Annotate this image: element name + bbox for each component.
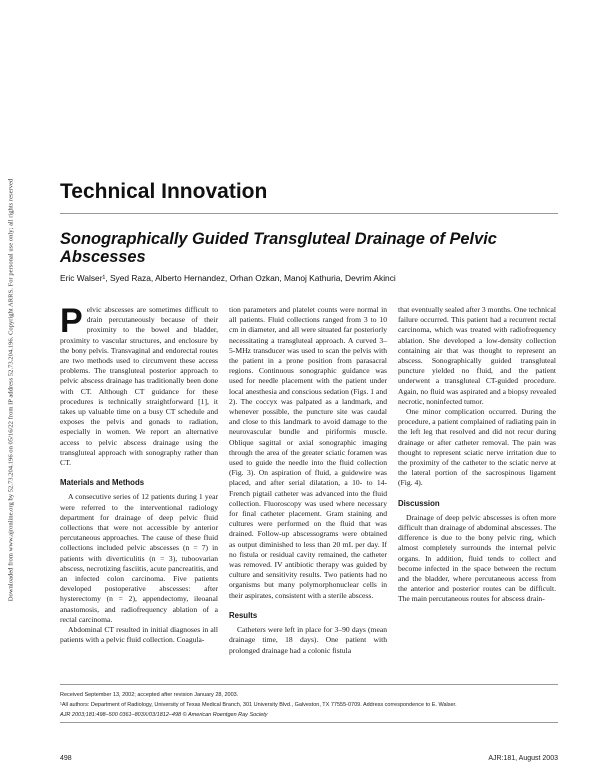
received-date: Received September 13, 2002; accepted after revision January 28, 2003. [60, 692, 239, 698]
results-continued-paragraph: that eventually sealed after 3 months. One technical failure occurred. This patient had a recurrent rectal carcinoma, which was treated with radiofrequency ablation. She developed a low-density collection containing air that was thought to represent an abscess. Sonographically guided transgluteal puncture yielded no fluid, and the patient underwent a transgluteal CT-guided procedure. Again, no fluid was aspirated and a biopsy revealed necrotic, noninfected tumor. [398, 305, 556, 406]
intro-paragraph: elvic abscesses are sometimes difficult to drain percutaneously because of their proximity to the bowel and bladder, proximity to vascular structures, and enclosure by the bony pelvis. Transvaginal and endorectal routes are two methods used to circumvent these access problems. The transgluteal posterior approach to pelvic abscess drainage has traditionally been done with CT. Although CT guidance for these procedures is technically straightforward [1], it takes up valuable time on a busy CT schedule and exposes the pelvis and gonads to radiation, especially in women. We report an alternative access to pelvic abscess drainage using the transgluteal approach with sonography rather than CT. [60, 305, 218, 468]
column-1 [60, 302, 218, 646]
methods-continued-paragraph: tion parameters and platelet counts were normal in all patients. Fluid collections ranged from 3 to 10 cm in diameter, and all were situated far posteriorly necessitating a transgluteal approach. A curved 3–5-MHz transducer was used to scan the pelvis with the patient in a prone position from parasacral regions. Continuous sonographic guidance was used for needle placement with the patient under local anesthesia and conscious sedation (Figs. 1 and 2). The coccyx was palpated as a landmark, and whenever possible, the puncture site was caudal and close to this landmark to avoid damage to the neurovascular bundle and piriformis muscle. Oblique sagittal or axial sonographic imaging through the area of the greater sciatic foramen was used to guide the needle into the fluid collection (Fig. 3). On aspiration of fluid, a guidewire was placed, and after serial dilatation, a 10- to 14-French pigtail catheter was advanced into the fluid collection. Fluoroscopy was used where necessary for final catheter placement. Gram staining and cultures were performed on the fluid that was drained. Follow-up abscessograms were obtained as output diminished to less than 20 mL per day. If no fistula or residual cavity remained, the catheter was removed. IV antibiotic therapy was guided by culture and sensitivity results. Two patients had no organisms but many polymorphonuclear cells in their aspirates, consistent with a sterile abscess. [229, 305, 387, 600]
drop-cap: P [60, 302, 83, 340]
download-notice-text: Downloaded from www.ajronline.org by 52.73.204.196 on 05/16/22 from IP address 52.73.204.196. Copyright ARRS. For personal use only; all rights reserved [7, 178, 15, 602]
column-2 [229, 305, 387, 656]
discussion-heading: Discussion [398, 498, 440, 508]
discussion-paragraph: Drainage of deep pelvic abscesses is often more difficult than drainage of abdominal abscesses. The difference is due to the bony pelvic ring, which almost completely surrounds the internal pelvic organs. In addition, fluid tends to collect and become infected in the space between the rectum and the bladder, where percutaneous access from the anterior and posterior routes can be difficult. The main percutaneous routes for abscess drain- [398, 512, 556, 604]
footer-divider [60, 684, 558, 685]
article-title: Sonographically Guided Transgluteal Drainage of Pelvic Abscesses [60, 230, 497, 266]
section-heading: Technical Innovation [60, 180, 268, 203]
methods-paragraph-1: A consecutive series of 12 patients during 1 year were referred to the interventional radiology department for drainage of deep pelvic fluid collections that were not accessible by anterior percutaneous approaches. The cause of these fluid collections included pelvic abscesses (n = 7) in patients with diverticulitis (n = 3), tuboovarian abscess, necrotizing fasciitis, acute pancreatitis, and an infected colon carcinoma. Five patients developed postoperative abscesses: after hysterectomy (n = 2), appendectomy, ileoanal anastomosis, and radiofrequency ablation of a rectal carcinoma. [60, 492, 218, 624]
download-notice [5, 90, 17, 690]
complication-paragraph: One minor complication occurred. During the procedure, a patient complained of radiating pain in the left leg that resolved and did not recur during drainage or after catheter removal. The pain was thought to represent sciatic nerve irritation due to the proximity of the catheter to the sciatic nerve at the lateral portion of the sacrospinous ligament (Fig. 4). [398, 407, 556, 488]
journal-issue: AJR:181, August 2003 [488, 755, 558, 762]
footer-bottom-divider [60, 722, 558, 723]
heading-divider [60, 213, 558, 214]
author-affiliation: ¹All authors: Department of Radiology, University of Texas Medical Branch, 301 University Blvd., Galveston, TX 77555-0709. Address correspondence to E. Walser. [60, 702, 457, 708]
footer-notes [60, 690, 558, 720]
methods-heading: Materials and Methods [60, 478, 145, 488]
results-paragraph: Catheters were left in place for 3–90 days (mean drainage time, 18 days). One patient with prolonged drainage had a colonic fistula [229, 625, 387, 655]
author-list: Eric Walser¹, Syed Raza, Alberto Hernandez, Orhan Ozkan, Manoj Kathuria, Devrim Akinci [60, 273, 396, 283]
results-heading: Results [229, 610, 258, 620]
methods-paragraph-2: Abdominal CT resulted in initial diagnoses in all patients with a pelvic fluid collection. Coagula- [60, 625, 218, 645]
column-3 [398, 305, 556, 605]
page-number: 498 [60, 755, 72, 762]
citation-line: AJR 2003;181:498–500 0361–803X/03/1812–498 © American Roentgen Ray Society [60, 712, 268, 718]
